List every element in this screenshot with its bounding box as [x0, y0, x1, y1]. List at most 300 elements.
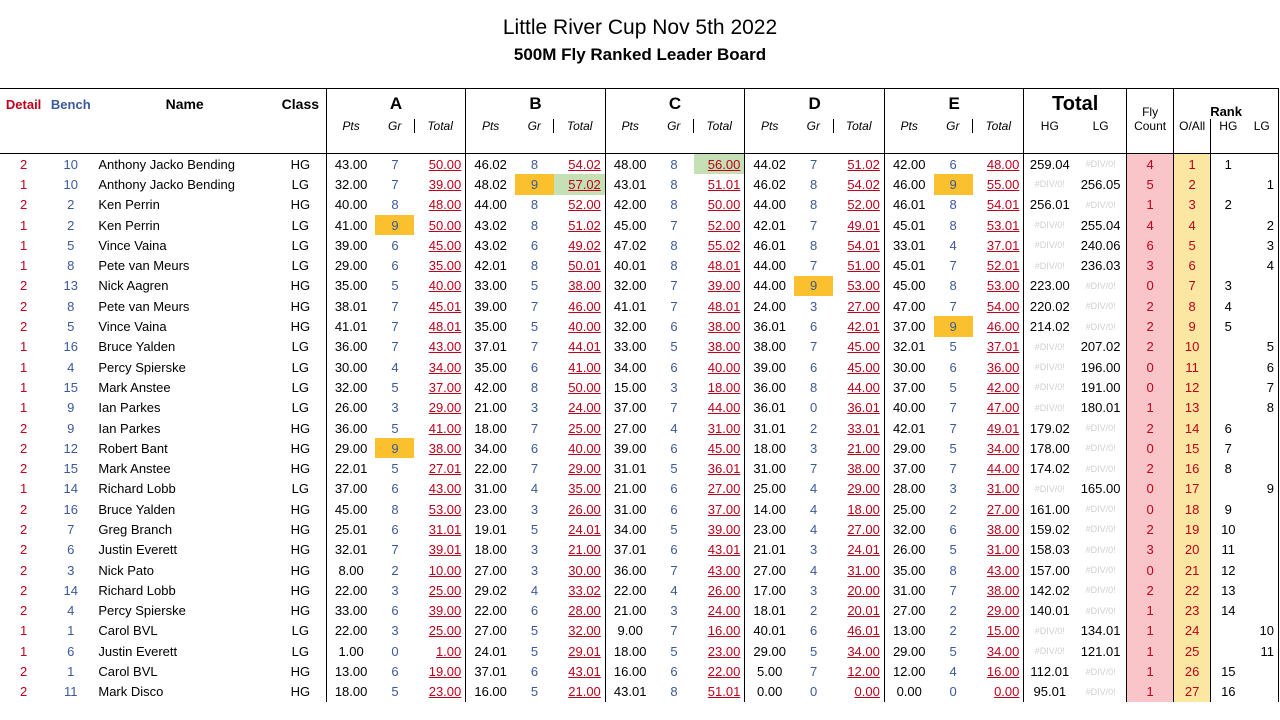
- group-total-cell: 20.01: [833, 601, 884, 621]
- pts-cell: 40.01: [613, 258, 647, 274]
- gr-cell: 8: [530, 217, 539, 233]
- pts-cell: 13.00: [892, 623, 926, 639]
- rank-overall-cell: 15: [1174, 438, 1211, 458]
- header-group-e: E: [884, 89, 1024, 120]
- pts-cell: 13.00: [334, 664, 368, 680]
- group-total-cell: 50.00: [694, 195, 745, 215]
- group-total-cell: 39.00: [414, 174, 465, 194]
- gr-cell: 7: [809, 258, 818, 274]
- gr-cell: 8: [670, 237, 678, 253]
- class-cell: LG: [275, 377, 326, 397]
- pts-cell: 36.01: [753, 319, 786, 335]
- header-total: Total: [1024, 89, 1127, 120]
- name-cell: Vince Vaina: [98, 319, 167, 335]
- table-row: [0, 560, 1279, 580]
- gr-cell: 3: [530, 400, 539, 416]
- group-total-cell: 49.02: [554, 235, 605, 255]
- detail-cell: 2: [19, 420, 28, 436]
- header-group-a: A: [326, 89, 466, 120]
- table-row: [0, 580, 1279, 600]
- rank-overall-cell: 16: [1174, 458, 1211, 478]
- sub-pts: Pts: [900, 119, 918, 133]
- name-cell: Bruce Yalden: [98, 501, 176, 517]
- group-total-cell: 49.01: [973, 418, 1024, 438]
- gr-cell: 6: [391, 664, 399, 680]
- gr-cell: 5: [670, 521, 678, 537]
- pts-cell: 32.00: [613, 278, 647, 294]
- pts-cell: 29.00: [892, 643, 926, 659]
- group-total-cell: 27.01: [414, 458, 465, 478]
- group-total-cell: 45.00: [414, 235, 465, 255]
- gr-cell: 7: [949, 582, 957, 598]
- rank-lg-cell: 1: [1245, 174, 1278, 194]
- rank-lg-cell: [1245, 540, 1278, 560]
- pts-cell: 31.00: [613, 501, 647, 517]
- group-total-cell: 43.00: [694, 560, 745, 580]
- class-cell: HG: [275, 661, 326, 681]
- group-total-cell: 24.01: [833, 540, 884, 560]
- pts-cell: 44.00: [474, 197, 507, 213]
- fly-count-cell: 1: [1127, 641, 1174, 661]
- pts-cell: 39.00: [334, 237, 368, 253]
- total-lg-cell: 134.01: [1075, 621, 1126, 641]
- header-bench: Bench: [50, 96, 91, 112]
- total-lg-cell: #DIV/0!: [1075, 418, 1126, 438]
- total-lg-cell: #DIV/0!: [1075, 661, 1126, 681]
- rank-overall-cell: 25: [1174, 641, 1211, 661]
- sub-pts: Pts: [621, 119, 639, 133]
- bench-cell: 12: [63, 440, 79, 456]
- pts-cell: 42.00: [892, 156, 926, 172]
- group-total-cell: 43.00: [973, 560, 1024, 580]
- pts-cell: 44.00: [753, 278, 786, 294]
- pts-cell: 46.01: [753, 237, 786, 253]
- detail-cell: 2: [19, 461, 28, 477]
- header-group-c: C: [605, 89, 745, 120]
- bench-cell: 10: [63, 156, 79, 172]
- detail-cell: 2: [19, 582, 28, 598]
- group-total-cell: 56.00: [694, 154, 745, 175]
- gr-cell: 6: [670, 542, 678, 558]
- group-total-cell: 20.00: [833, 580, 884, 600]
- name-cell: Anthony Jacko Bending: [98, 176, 235, 192]
- gr-cell: 7: [670, 400, 678, 416]
- fly-count-cell: 0: [1127, 499, 1174, 519]
- gr-cell: 6: [809, 359, 818, 375]
- pts-cell: 42.01: [474, 258, 507, 274]
- fly-count-cell: 0: [1127, 276, 1174, 296]
- rank-overall-cell: 20: [1174, 540, 1211, 560]
- sub-pts: Pts: [342, 119, 360, 133]
- group-total-cell: 52.00: [554, 195, 605, 215]
- gr-cell: 3: [670, 379, 678, 395]
- gr-cell: 5: [949, 339, 957, 355]
- rank-lg-cell: [1245, 418, 1278, 438]
- header-class: Class: [275, 89, 326, 120]
- gr-cell: 7: [391, 319, 399, 335]
- pts-cell: 31.00: [892, 582, 926, 598]
- pts-cell: 25.01: [334, 521, 368, 537]
- total-hg-cell: 220.02: [1029, 298, 1070, 314]
- rank-hg-cell: 12: [1221, 562, 1236, 578]
- total-lg-cell: 121.01: [1075, 641, 1126, 661]
- group-total-cell: 33.01: [833, 418, 884, 438]
- group-total-cell: 31.01: [414, 519, 465, 539]
- class-cell: LG: [275, 398, 326, 418]
- group-total-cell: 29.00: [554, 458, 605, 478]
- pts-cell: 32.00: [334, 379, 368, 395]
- gr-cell: 5: [949, 542, 957, 558]
- rank-hg-cell: 4: [1224, 298, 1232, 314]
- rank-overall-cell: 3: [1174, 195, 1211, 215]
- group-total-cell: 51.01: [694, 682, 745, 702]
- group-total-cell: 32.00: [554, 621, 605, 641]
- group-total-cell: 29.00: [833, 479, 884, 499]
- fly-count-cell: 0: [1127, 377, 1174, 397]
- gr-cell: 4: [809, 481, 818, 497]
- name-cell: Percy Spierske: [98, 359, 186, 375]
- rank-hg-cell: 8: [1224, 461, 1232, 477]
- total-hg-cell: #DIV/0!: [1034, 260, 1065, 271]
- pts-cell: 31.01: [613, 461, 647, 477]
- group-total-cell: 27.00: [833, 519, 884, 539]
- group-total-cell: 31.00: [833, 560, 884, 580]
- rank-overall-cell: 4: [1174, 215, 1211, 235]
- rank-overall-cell: 9: [1174, 316, 1211, 336]
- sub-total: Total: [833, 119, 884, 133]
- gr-cell: 5: [530, 643, 539, 659]
- group-total-cell: 38.00: [973, 519, 1024, 539]
- group-total-cell: 46.00: [973, 316, 1024, 336]
- gr-cell: 2: [391, 562, 399, 578]
- group-total-cell: 40.00: [554, 316, 605, 336]
- fly-count-cell: 2: [1127, 316, 1174, 336]
- group-total-cell: 40.00: [554, 438, 605, 458]
- class-cell: HG: [275, 438, 326, 458]
- gr-cell: 7: [391, 176, 399, 192]
- table-row: [0, 641, 1279, 661]
- rank-lg-cell: [1245, 458, 1278, 478]
- class-cell: LG: [275, 641, 326, 661]
- pts-cell: 43.02: [474, 237, 507, 253]
- gr-cell: 5: [391, 379, 399, 395]
- group-total-cell: 43.01: [554, 661, 605, 681]
- group-total-cell: 10.00: [414, 560, 465, 580]
- name-cell: Ken Perrin: [98, 197, 160, 213]
- table-row: [0, 601, 1279, 621]
- group-total-cell: 27.00: [973, 499, 1024, 519]
- group-total-cell: 34.00: [973, 438, 1024, 458]
- bench-cell: 1: [67, 623, 75, 639]
- name-cell: Greg Branch: [98, 521, 173, 537]
- total-hg-cell: #DIV/0!: [1034, 179, 1065, 190]
- sub-pts: Pts: [481, 119, 500, 133]
- gr-cell: 8: [809, 176, 818, 192]
- gr-cell: 3: [391, 582, 399, 598]
- group-total-cell: 36.00: [973, 357, 1024, 377]
- total-lg-cell: #DIV/0!: [1075, 296, 1126, 316]
- group-total-cell: 0.00: [833, 682, 884, 702]
- group-total-cell: 1.00: [414, 641, 465, 661]
- gr-cell: 7: [391, 156, 399, 172]
- gr-cell: 6: [391, 237, 399, 253]
- group-total-cell: 45.00: [833, 337, 884, 357]
- fly-count-cell: 1: [1127, 398, 1174, 418]
- pts-cell: 23.00: [474, 501, 507, 517]
- gr-cell: 5: [391, 278, 399, 294]
- detail-cell: 1: [19, 258, 28, 274]
- pts-cell: 16.00: [613, 664, 647, 680]
- name-cell: Pete van Meurs: [98, 298, 190, 314]
- pts-cell: 36.00: [613, 562, 647, 578]
- gr-cell: 5: [670, 339, 678, 355]
- group-total-cell: 0.00: [973, 682, 1024, 702]
- gr-cell: 7: [809, 664, 818, 680]
- gr-cell: 7: [670, 623, 678, 639]
- class-cell: LG: [275, 235, 326, 255]
- gr-cell: 4: [809, 501, 818, 517]
- pts-cell: 36.01: [753, 400, 786, 416]
- group-total-cell: 43.01: [694, 540, 745, 560]
- group-total-cell: 30.00: [554, 560, 605, 580]
- rank-hg-cell: [1211, 337, 1246, 357]
- pts-cell: 19.01: [474, 521, 507, 537]
- gr-cell: 8: [670, 258, 678, 274]
- pts-cell: 21.01: [753, 542, 786, 558]
- group-total-cell: 54.02: [554, 154, 605, 175]
- group-total-cell: 42.01: [833, 316, 884, 336]
- rank-lg-cell: [1245, 661, 1278, 681]
- group-total-cell: 38.00: [694, 316, 745, 336]
- group-total-cell: 49.01: [833, 215, 884, 235]
- pts-cell: 22.00: [334, 623, 368, 639]
- pts-cell: 18.00: [474, 542, 507, 558]
- group-total-cell: 31.00: [973, 540, 1024, 560]
- gr-cell: 3: [530, 501, 539, 517]
- group-total-cell: 43.00: [414, 337, 465, 357]
- detail-cell: 2: [19, 298, 28, 314]
- gr-cell: 7: [530, 298, 539, 314]
- detail-cell: 2: [19, 684, 28, 700]
- rank-lg-cell: [1245, 154, 1278, 175]
- total-hg-cell: #DIV/0!: [1034, 625, 1065, 636]
- group-total-cell: 39.00: [414, 601, 465, 621]
- gr-cell: 6: [391, 481, 399, 497]
- rank-overall-cell: 11: [1174, 357, 1211, 377]
- pts-cell: 30.00: [892, 359, 926, 375]
- total-hg-cell: 112.01: [1030, 664, 1070, 680]
- pts-cell: 41.00: [334, 217, 368, 233]
- gr-cell: 9: [794, 276, 833, 296]
- gr-cell: 4: [530, 481, 539, 497]
- fly-count-cell: 4: [1127, 215, 1174, 235]
- table-row: [0, 398, 1279, 418]
- table-row: [0, 255, 1279, 275]
- table-row: [0, 418, 1279, 438]
- pts-cell: 47.00: [892, 298, 926, 314]
- gr-cell: 8: [530, 197, 539, 213]
- group-total-cell: 33.02: [554, 580, 605, 600]
- gr-cell: 7: [530, 461, 539, 477]
- total-lg-cell: 207.02: [1075, 337, 1126, 357]
- pts-cell: 25.00: [892, 501, 926, 517]
- rank-hg-cell: 14: [1221, 603, 1236, 619]
- rank-overall-cell: 10: [1174, 337, 1211, 357]
- group-total-cell: 54.01: [833, 235, 884, 255]
- group-total-cell: 26.00: [694, 580, 745, 600]
- group-total-cell: 45.00: [833, 357, 884, 377]
- total-lg-cell: #DIV/0!: [1075, 601, 1126, 621]
- total-hg-cell: 174.02: [1029, 461, 1070, 477]
- gr-cell: 8: [391, 197, 399, 213]
- pts-cell: 24.00: [753, 298, 786, 314]
- sub-count: Count: [1127, 119, 1174, 133]
- rank-overall-cell: 19: [1174, 519, 1211, 539]
- sub-rank-hg: HG: [1219, 119, 1238, 133]
- pts-cell: 28.00: [892, 481, 926, 497]
- pts-cell: 27.00: [613, 420, 647, 436]
- detail-cell: 1: [19, 400, 28, 416]
- pts-cell: 48.00: [613, 156, 647, 172]
- rank-lg-cell: [1245, 580, 1278, 600]
- table-row: [0, 174, 1279, 194]
- name-cell: Mark Anstee: [98, 461, 171, 477]
- gr-cell: 2: [809, 420, 818, 436]
- sub-gr: Gr: [946, 119, 960, 133]
- bench-cell: 13: [63, 278, 79, 294]
- group-total-cell: 31.00: [694, 418, 745, 438]
- detail-cell: 2: [19, 501, 28, 517]
- class-cell: HG: [275, 580, 326, 600]
- gr-cell: 9: [375, 215, 414, 235]
- gr-cell: 8: [670, 156, 678, 172]
- group-total-cell: 29.00: [414, 398, 465, 418]
- fly-count-cell: 1: [1127, 682, 1174, 702]
- fly-count-cell: 3: [1127, 540, 1174, 560]
- header-fly: Fly: [1127, 89, 1174, 120]
- table-row: [0, 296, 1279, 316]
- group-total-cell: 18.00: [694, 377, 745, 397]
- gr-cell: 8: [949, 562, 957, 578]
- pts-cell: 18.01: [753, 603, 786, 619]
- detail-cell: 2: [19, 603, 28, 619]
- gr-cell: 7: [530, 339, 539, 355]
- group-total-cell: 55.02: [694, 235, 745, 255]
- group-total-cell: 38.00: [414, 438, 465, 458]
- sub-total: Total: [973, 119, 1024, 133]
- rank-overall-cell: 24: [1174, 621, 1211, 641]
- gr-cell: 7: [391, 339, 399, 355]
- pts-cell: 45.00: [892, 278, 926, 294]
- class-cell: HG: [275, 499, 326, 519]
- pts-cell: 30.00: [334, 359, 368, 375]
- rank-hg-cell: [1211, 479, 1246, 499]
- detail-cell: 2: [19, 278, 28, 294]
- gr-cell: 6: [670, 501, 678, 517]
- group-total-cell: 12.00: [833, 661, 884, 681]
- total-lg-cell: 191.00: [1075, 377, 1126, 397]
- detail-cell: 1: [19, 217, 28, 233]
- pts-cell: 27.00: [753, 562, 786, 578]
- pts-cell: 32.01: [334, 542, 368, 558]
- fly-count-cell: 2: [1127, 337, 1174, 357]
- pts-cell: 22.00: [613, 582, 647, 598]
- pts-cell: 42.01: [753, 217, 786, 233]
- group-total-cell: 37.01: [973, 235, 1024, 255]
- gr-cell: 0: [809, 400, 818, 416]
- pts-cell: 37.00: [892, 461, 926, 477]
- pts-cell: 32.00: [892, 521, 926, 537]
- fly-count-cell: 6: [1127, 235, 1174, 255]
- rank-overall-cell: 12: [1174, 377, 1211, 397]
- group-total-cell: 16.00: [973, 661, 1024, 681]
- sub-total: Total: [694, 119, 745, 133]
- sub-hg: HG: [1040, 119, 1059, 133]
- name-cell: Richard Lobb: [98, 481, 176, 497]
- rank-hg-cell: 9: [1224, 501, 1232, 517]
- page-subtitle: 500M Fly Ranked Leader Board: [513, 45, 767, 64]
- pts-cell: 29.00: [892, 440, 926, 456]
- gr-cell: 8: [670, 176, 678, 192]
- gr-cell: 5: [530, 521, 539, 537]
- pts-cell: 46.02: [753, 176, 786, 192]
- rank-hg-cell: [1211, 174, 1246, 194]
- fly-count-cell: 0: [1127, 479, 1174, 499]
- gr-cell: 4: [670, 420, 678, 436]
- gr-cell: 0: [809, 684, 818, 700]
- rank-hg-cell: 7: [1224, 440, 1232, 456]
- header-rank: Rank: [1174, 89, 1279, 120]
- pts-cell: 29.02: [474, 582, 507, 598]
- gr-cell: 8: [670, 197, 678, 213]
- fly-count-cell: 4: [1127, 154, 1174, 175]
- name-cell: Percy Spierske: [98, 603, 186, 619]
- rank-overall-cell: 13: [1174, 398, 1211, 418]
- pts-cell: 29.00: [753, 643, 786, 659]
- gr-cell: 5: [530, 319, 539, 335]
- detail-cell: 2: [19, 440, 28, 456]
- group-total-cell: 50.00: [414, 154, 465, 175]
- class-cell: LG: [275, 337, 326, 357]
- pts-cell: 45.00: [613, 217, 647, 233]
- pts-cell: 29.00: [334, 440, 368, 456]
- sub-oall: O/All: [1174, 119, 1211, 133]
- bench-cell: 9: [67, 400, 75, 416]
- gr-cell: 6: [530, 237, 539, 253]
- total-hg-cell: #DIV/0!: [1034, 341, 1065, 352]
- gr-cell: 6: [949, 521, 957, 537]
- gr-cell: 6: [670, 440, 678, 456]
- pts-cell: 42.00: [474, 379, 507, 395]
- total-lg-cell: 196.00: [1075, 357, 1126, 377]
- table-row: [0, 316, 1279, 336]
- group-total-cell: 22.00: [694, 661, 745, 681]
- fly-count-cell: 1: [1127, 601, 1174, 621]
- gr-cell: 8: [391, 501, 399, 517]
- pts-cell: 18.00: [474, 420, 507, 436]
- rank-lg-cell: 3: [1245, 235, 1278, 255]
- fly-count-cell: 2: [1127, 296, 1174, 316]
- group-total-cell: 41.00: [554, 357, 605, 377]
- total-lg-cell: #DIV/0!: [1075, 458, 1126, 478]
- group-total-cell: 28.00: [554, 601, 605, 621]
- gr-cell: 7: [391, 542, 399, 558]
- group-total-cell: 46.00: [554, 296, 605, 316]
- group-total-cell: 51.00: [833, 255, 884, 275]
- pts-cell: 43.01: [613, 176, 647, 192]
- leader-board-table: [0, 88, 1279, 702]
- pts-cell: 38.01: [334, 298, 368, 314]
